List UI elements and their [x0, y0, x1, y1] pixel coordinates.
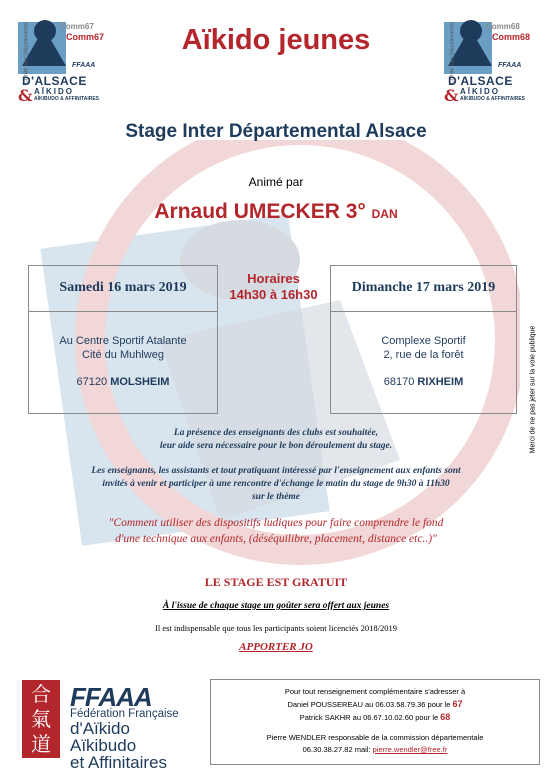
federation-name [70, 709, 179, 771]
side-note: Merci de ne pas jeter sur la voie publique [529, 325, 537, 454]
quote-line2: d'une technique aux enfants, (déséquilibre, placement, distance etc..)" [115, 533, 437, 545]
contact-patrick [211, 711, 539, 724]
kanji-3: 道 [31, 732, 51, 756]
ffaaa-logo: FFAAA [70, 682, 152, 712]
logo-alsace: D'ALSACE [448, 74, 513, 88]
contact-patrick-text: Patrick SAKHR au 06.67.10.02.60 pour le [299, 713, 439, 722]
day1-zip: 67120 [76, 376, 108, 388]
day2-city-name: RIXHEIM [417, 376, 464, 388]
contact-pierre-phone-text: 06.30.38.27.82 mail: [302, 745, 371, 754]
contact-pierre: Pierre WENDLER responsable de la commission départementale [266, 733, 484, 742]
day2-venue-line2: 2, rue de la forêt [383, 349, 464, 361]
day2-venue [330, 311, 517, 414]
logo-aikido: AÏKIDO [460, 87, 500, 96]
day1-header: Samedi 16 mars 2019 [28, 265, 218, 312]
day1-venue-line2: Cité du Muhlweg [82, 349, 164, 361]
para2-line1: Les enseignants, les assistants et tout pratiquant intéressé par l'enseignement aux enfants sont [91, 466, 461, 476]
anime-par-label: Animé par [248, 175, 304, 189]
para1-line1: La présence des enseignants des clubs est souhaitée, [173, 428, 379, 438]
logo-aikido: AÏKIDO [34, 87, 74, 96]
contact-patrick-dept: 68 [440, 712, 451, 722]
logo-comm-grey: Comm68 [486, 22, 520, 31]
theme-quote [40, 515, 512, 547]
logo-aikibudo: AÏKIBUDO & AFFINITAIRES [460, 96, 525, 102]
day2-venue-line1: Complexe Sportif [381, 335, 466, 347]
day1-venue [28, 311, 218, 414]
logo-ampersand: & [444, 86, 459, 105]
paragraph-enseignants [40, 465, 512, 504]
contact-pierre-phone [211, 744, 539, 756]
kanji-1: 合 [31, 682, 51, 706]
paragraph-presence [40, 427, 512, 453]
para1-line2: leur aide sera nécessaire pour le bon déroulement du stage. [159, 441, 393, 451]
apporter-notice: APPORTER JO [239, 641, 313, 653]
contact-daniel [211, 698, 539, 711]
teacher-grade: DAN [371, 207, 398, 221]
logo-vertical-text: Comité Inter Départemental [23, 22, 30, 84]
fed-line1: Fédération Française [70, 708, 179, 720]
day1-city [29, 376, 217, 388]
logo-ffaaa: FFAAA [72, 62, 96, 69]
kanji-2: 氣 [31, 707, 51, 731]
day2-zip: 68170 [383, 376, 415, 388]
contact-email-link[interactable]: pierre.wendler@free.fr [372, 745, 448, 754]
horaires-block [217, 271, 330, 303]
logo-ampersand: & [18, 86, 33, 105]
logo-comm-grey: Comm67 [60, 22, 94, 31]
day2-city [331, 376, 516, 388]
day1-city-name: MOLSHEIM [110, 376, 170, 388]
contact-daniel-dept: 67 [452, 699, 463, 709]
fed-line3: Aïkibudo [70, 736, 137, 755]
logo-comm-red: Comm68 [492, 32, 531, 42]
day1-venue-line1: Au Centre Sportif Atalante [59, 335, 187, 347]
page-subtitle: Stage Inter Départemental Alsace [125, 121, 427, 142]
gouter-notice: À l'issue de chaque stage un goûter sera offert aux jeunes [162, 601, 390, 611]
horaires-time: 14h30 à 16h30 [229, 287, 318, 302]
teacher-name-text: Arnaud UMECKER 3° [154, 200, 366, 223]
logo-comm-red: Comm67 [66, 32, 105, 42]
aikido-kanji-logo [22, 680, 60, 758]
logo-vertical-text: Comité Inter Départemental [449, 22, 456, 84]
fed-line2: d'Aïkido [70, 719, 130, 738]
logo-ffaaa: FFAAA [498, 62, 522, 69]
page-title: Aïkido jeunes [181, 24, 371, 56]
horaires-label: Horaires [247, 271, 300, 286]
para2-line2: invités à venir et participer à une rencontre d'échange le matin du stage de 9h30 à 11h30 [102, 479, 450, 489]
quote-line1: "Comment utiliser des dispositifs ludiques pour faire comprendre le fond [108, 517, 444, 529]
contact-daniel-text: Daniel POUSSEREAU au 06.03.58.79.36 pour le [287, 700, 451, 709]
contact-box [210, 679, 540, 765]
fed-line4: et Affinitaires [70, 753, 168, 772]
licence-notice: Il est indispensable que tous les participants soient licenciés 2018/2019 [155, 623, 397, 633]
para2-line3: sur le thème [251, 492, 301, 502]
logo-alsace: D'ALSACE [22, 74, 87, 88]
gratuit-notice: LE STAGE EST GRATUIT [204, 575, 348, 589]
contact-intro: Pour tout renseignement complémentaire s'adresser à [284, 687, 466, 696]
teacher-name [0, 200, 552, 224]
day2-header: Dimanche 17 mars 2019 [330, 265, 517, 312]
logo-aikibudo: AÏKIBUDO & AFFINITAIRES [34, 96, 99, 102]
